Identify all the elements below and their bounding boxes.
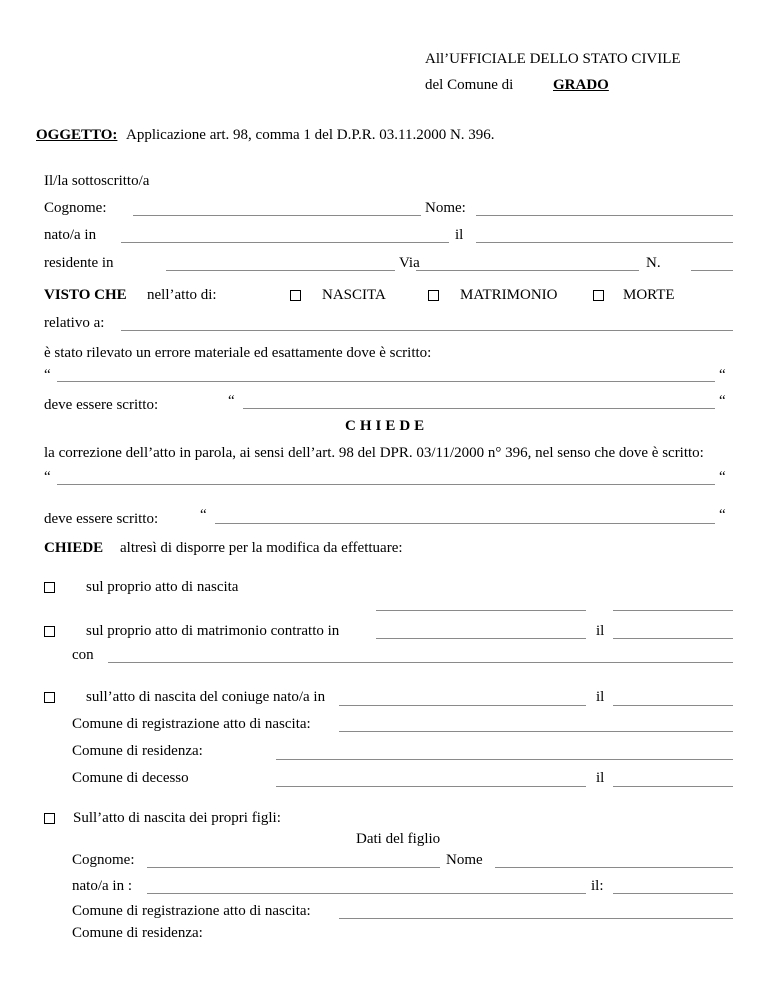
subject-text: Applicazione art. 98, comma 1 del D.P.R. 03.11.2000 N. 396. bbox=[126, 127, 495, 143]
nascita-option: NASCITA bbox=[322, 287, 386, 303]
close-quote-2: “ bbox=[719, 393, 726, 409]
deve-essere-field[interactable] bbox=[243, 408, 715, 409]
error-text: è stato rilevato un errore materiale ed esattamente dove è scritto: bbox=[44, 345, 432, 361]
figlio-nome-label: Nome bbox=[446, 852, 483, 868]
opt4-label: Sull’atto di nascita dei propri figli: bbox=[73, 810, 281, 826]
via-field[interactable] bbox=[416, 270, 639, 271]
opt3-label: sull’atto di nascita del coniuge nato/a in bbox=[86, 689, 326, 705]
chiede2-label: CHIEDE bbox=[44, 540, 104, 556]
nome-label: Nome: bbox=[425, 200, 466, 216]
figlio-nome-field[interactable] bbox=[495, 867, 733, 868]
matrimonio-option: MATRIMONIO bbox=[460, 287, 558, 303]
relativo-field[interactable] bbox=[121, 330, 733, 331]
opt2-checkbox[interactable] bbox=[44, 626, 55, 637]
comune-prefix: del Comune di bbox=[425, 77, 514, 93]
open-quote-3: “ bbox=[44, 469, 51, 485]
morte-option: MORTE bbox=[623, 287, 675, 303]
comune-reg-field[interactable] bbox=[339, 731, 733, 732]
residente-field[interactable] bbox=[166, 270, 395, 271]
close-quote-4: “ bbox=[719, 507, 726, 523]
opt1-extra-field[interactable] bbox=[376, 610, 586, 611]
il-label: il bbox=[455, 227, 464, 243]
opt1-label: sul proprio atto di nascita bbox=[86, 579, 239, 595]
nato-field[interactable] bbox=[121, 242, 449, 243]
via-label: Via bbox=[399, 255, 420, 271]
opt2-il-label: il bbox=[596, 623, 605, 639]
opt3-checkbox[interactable] bbox=[44, 692, 55, 703]
comune-res-field[interactable] bbox=[276, 759, 733, 760]
cognome-field[interactable] bbox=[133, 215, 421, 216]
opt1-checkbox[interactable] bbox=[44, 582, 55, 593]
numero-field[interactable] bbox=[691, 270, 733, 271]
figlio-title: Dati del figlio bbox=[356, 831, 441, 847]
relativo-label: relativo a: bbox=[44, 315, 105, 331]
comune-dec-data-field[interactable] bbox=[613, 786, 733, 787]
matrimonio-checkbox[interactable] bbox=[428, 290, 439, 301]
figlio-comune-reg-label: Comune di registrazione atto di nascita: bbox=[72, 903, 311, 919]
close-quote: “ bbox=[719, 367, 726, 383]
figlio-nato-label: nato/a in : bbox=[72, 878, 132, 894]
chiede-title: CHIEDE bbox=[345, 418, 429, 434]
residente-label: residente in bbox=[44, 255, 114, 271]
figlio-cognome-field[interactable] bbox=[147, 867, 440, 868]
chiede-scritto-field[interactable] bbox=[57, 484, 715, 485]
nato-label: nato/a in bbox=[44, 227, 97, 243]
deve-essere-label: deve essere scritto: bbox=[44, 397, 159, 413]
figlio-il-field[interactable] bbox=[613, 893, 733, 894]
numero-label: N. bbox=[646, 255, 661, 271]
nome-field[interactable] bbox=[476, 215, 733, 216]
figlio-comune-reg-field[interactable] bbox=[339, 918, 733, 919]
subject-label: OGGETTO: bbox=[36, 127, 118, 143]
il-field[interactable] bbox=[476, 242, 733, 243]
coniuge-data-field[interactable] bbox=[613, 705, 733, 706]
open-quote-4: “ bbox=[200, 507, 207, 523]
opt1-extra-date[interactable] bbox=[613, 610, 733, 611]
atto-di-label: nell’atto di: bbox=[147, 287, 217, 303]
con-label: con bbox=[72, 647, 94, 663]
figlio-nato-field[interactable] bbox=[147, 893, 586, 894]
open-quote: “ bbox=[44, 367, 51, 383]
chiede-text: la correzione dell’atto in parola, ai sensi dell’art. 98 del DPR. 03/11/2000 n° 396, nel senso che dove è scritto: bbox=[44, 445, 704, 461]
comune-dec-il-label: il bbox=[596, 770, 605, 786]
visto-label: VISTO CHE bbox=[44, 287, 127, 303]
open-quote-2: “ bbox=[228, 393, 235, 409]
coniuge-luogo-field[interactable] bbox=[339, 705, 586, 706]
figlio-comune-res-label: Comune di residenza: bbox=[72, 925, 203, 941]
morte-checkbox[interactable] bbox=[593, 290, 604, 301]
comune-dec-label: Comune di decesso bbox=[72, 770, 189, 786]
cognome-label: Cognome: bbox=[44, 200, 107, 216]
scritto-field[interactable] bbox=[57, 381, 715, 382]
comune-res-label: Comune di residenza: bbox=[72, 743, 203, 759]
recipient-heading: All’UFFICIALE DELLO STATO CIVILE bbox=[425, 51, 681, 67]
chiede-deve-field[interactable] bbox=[215, 523, 715, 524]
opt2-label: sul proprio atto di matrimonio contratto in bbox=[86, 623, 340, 639]
applicant-intro: Il/la sottoscritto/a bbox=[44, 173, 150, 189]
opt4-checkbox[interactable] bbox=[44, 813, 55, 824]
comune-dec-field[interactable] bbox=[276, 786, 586, 787]
matrimonio-luogo-field[interactable] bbox=[376, 638, 586, 639]
comune-reg-label: Comune di registrazione atto di nascita: bbox=[72, 716, 311, 732]
chiede-deve-label: deve essere scritto: bbox=[44, 511, 159, 527]
comune-name: GRADO bbox=[553, 77, 609, 93]
chiede2-text: altresì di disporre per la modifica da effettuare: bbox=[120, 540, 403, 556]
matrimonio-data-field[interactable] bbox=[613, 638, 733, 639]
nascita-checkbox[interactable] bbox=[290, 290, 301, 301]
figlio-cognome-label: Cognome: bbox=[72, 852, 135, 868]
opt3-il-label: il bbox=[596, 689, 605, 705]
con-field[interactable] bbox=[108, 662, 733, 663]
figlio-il-label: il: bbox=[591, 878, 604, 894]
close-quote-3: “ bbox=[719, 469, 726, 485]
